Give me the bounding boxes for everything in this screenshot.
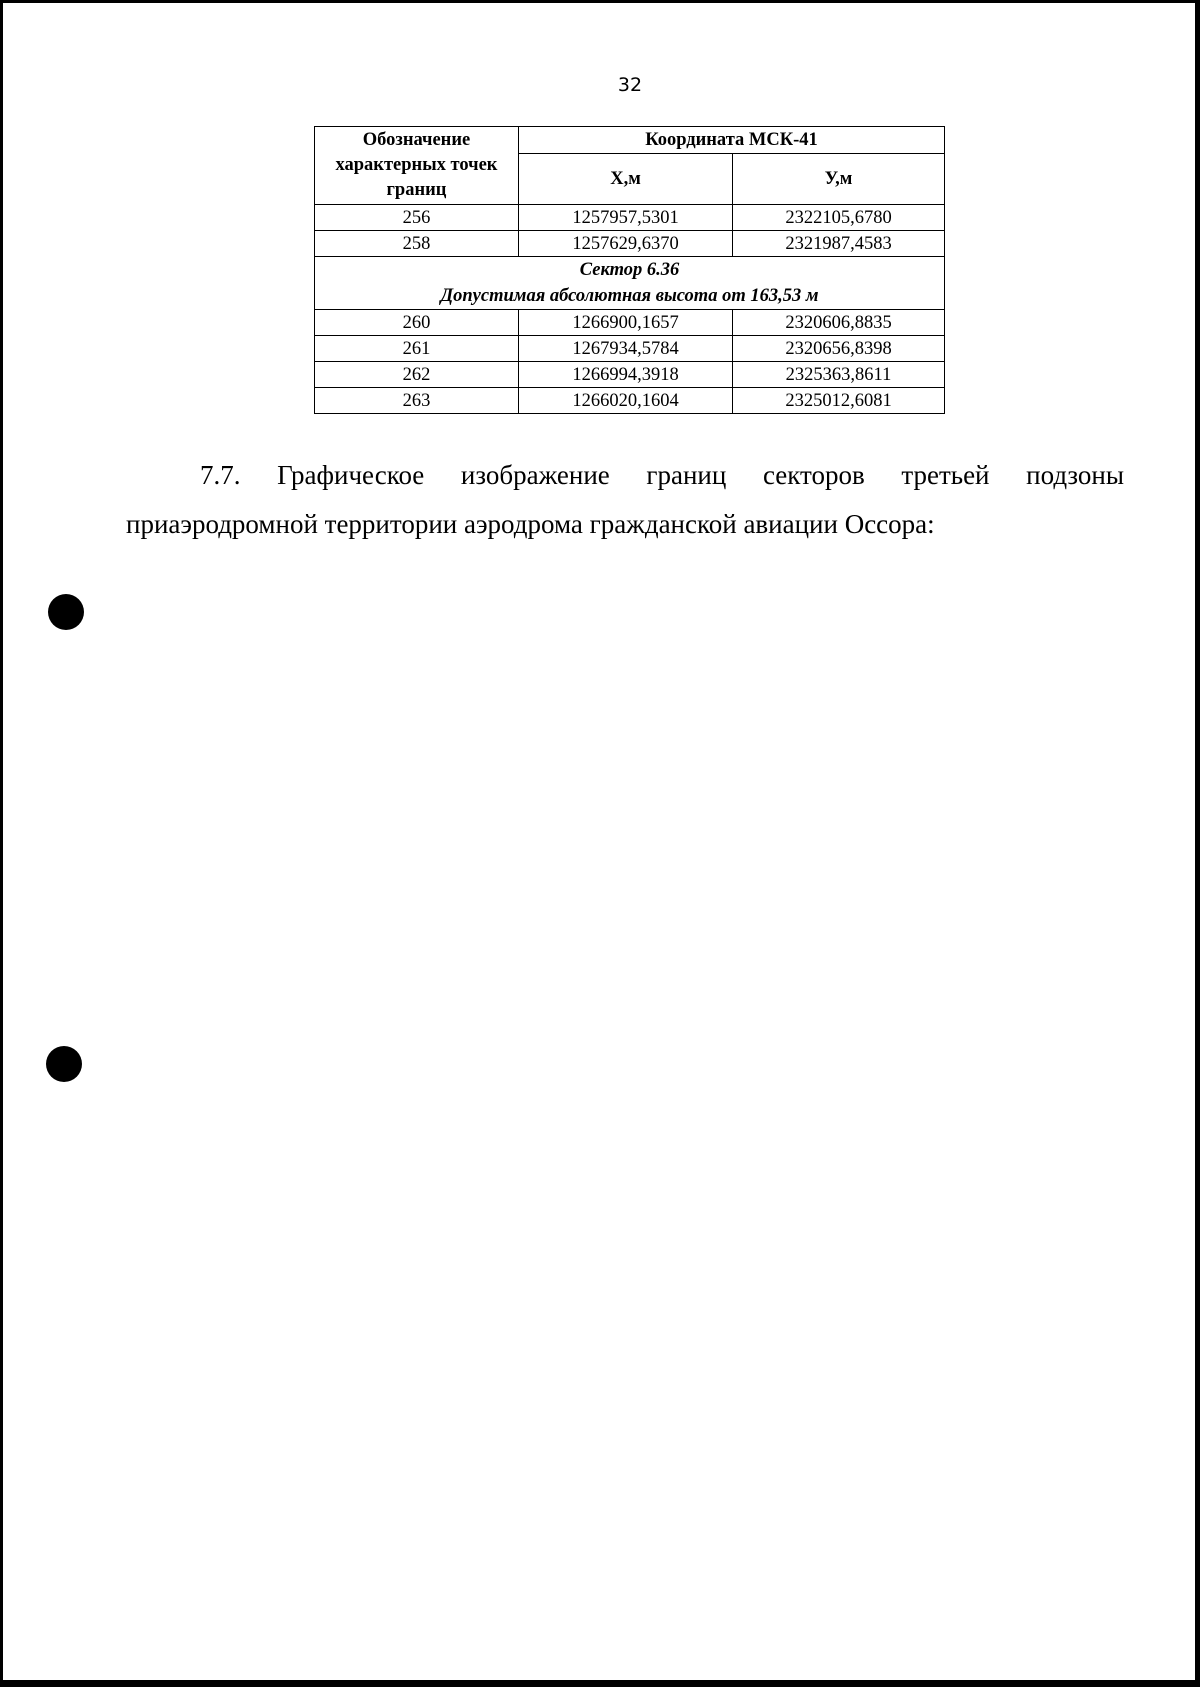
table-row <box>315 310 945 336</box>
paragraph-word: изображение <box>460 460 610 490</box>
y-cell: 2322105,6780 <box>733 205 945 231</box>
paragraph-word: границ <box>646 460 727 490</box>
point-cell: 262 <box>315 362 519 388</box>
paragraph-word: подзоны <box>1026 460 1124 490</box>
paragraph-line-2: приаэродромной территории аэродрома гражданской авиации Оссора: <box>126 509 935 539</box>
page-number: 32 <box>617 74 643 96</box>
point-cell: 258 <box>315 231 519 257</box>
paragraph-word: секторов <box>762 460 865 490</box>
table-row <box>315 231 945 257</box>
header-point-designation: Обозначение характерных точек границ <box>315 127 519 205</box>
table-row <box>315 362 945 388</box>
paragraph-line-1 <box>126 450 1124 500</box>
table-row <box>315 336 945 362</box>
y-cell: 2325363,8611 <box>733 362 945 388</box>
sector-heading-row <box>315 257 945 310</box>
point-cell: 256 <box>315 205 519 231</box>
paragraph-word: третьей <box>901 460 990 490</box>
y-cell: 2321987,4583 <box>733 231 945 257</box>
punch-hole <box>48 594 84 630</box>
x-cell: 1266020,1604 <box>519 388 733 414</box>
table-row <box>315 388 945 414</box>
y-cell: 2320606,8835 <box>733 310 945 336</box>
paragraph-word: Графическое <box>277 460 425 490</box>
x-cell: 1266900,1657 <box>519 310 733 336</box>
header-y: У,м <box>733 154 945 205</box>
x-cell: 1257629,6370 <box>519 231 733 257</box>
table-row <box>315 205 945 231</box>
point-cell: 261 <box>315 336 519 362</box>
sector-title: Сектор 6.36 <box>579 260 680 280</box>
coordinates-table <box>314 126 945 414</box>
punch-hole <box>46 1046 82 1082</box>
point-cell: 260 <box>315 310 519 336</box>
x-cell: 1266994,3918 <box>519 362 733 388</box>
point-cell: 263 <box>315 388 519 414</box>
paragraph-number: 7.7. <box>200 460 241 490</box>
y-cell: 2325012,6081 <box>733 388 945 414</box>
x-cell: 1257957,5301 <box>519 205 733 231</box>
header-coordinate-group: Координата МСК-41 <box>519 127 945 154</box>
y-cell: 2320656,8398 <box>733 336 945 362</box>
sector-subtitle: Допустимая абсолютная высота от 163,53 м <box>440 286 819 306</box>
x-cell: 1267934,5784 <box>519 336 733 362</box>
header-x: Х,м <box>519 154 733 205</box>
sector-heading <box>315 257 945 310</box>
